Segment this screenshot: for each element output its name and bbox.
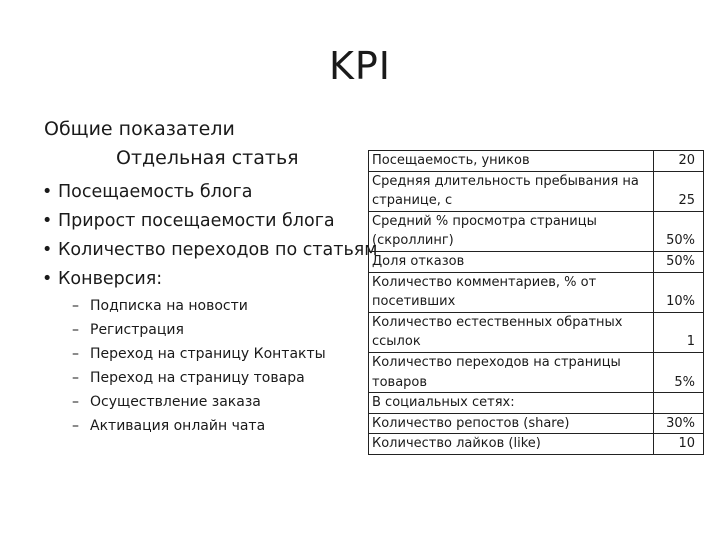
dash-marker: –: [72, 346, 79, 362]
metric-name-cell: [369, 211, 654, 251]
dash-marker: –: [72, 298, 79, 314]
sub-item-text: Активация онлайн чата: [90, 418, 266, 434]
metric-value-cell: 5%: [654, 352, 704, 392]
bullet-marker: •: [42, 182, 53, 202]
bullet-text: Количество переходов по статьям: [58, 240, 378, 260]
table-row: [369, 434, 704, 455]
bullet-marker: •: [42, 269, 53, 289]
metric-name-line: Количество переходов на страницы: [372, 354, 621, 370]
metric-name-cell: [369, 312, 654, 352]
table-row: [369, 312, 704, 352]
metric-value-cell: 1: [654, 312, 704, 352]
bullet-item: [42, 236, 378, 265]
metric-name-line: ссылок: [372, 334, 421, 350]
table-row: [369, 211, 704, 251]
metric-value-cell: 50%: [654, 251, 704, 272]
table-row: [369, 352, 704, 392]
table-row: [369, 393, 704, 414]
metric-value-cell: 50%: [654, 211, 704, 251]
metric-name-cell: [369, 352, 654, 392]
metric-value-cell: 10: [654, 434, 704, 455]
bullet-item: [42, 265, 378, 294]
metric-name-line: Средний % просмотра страницы: [372, 213, 597, 229]
table-row: [369, 171, 704, 211]
metric-name-line: Доля отказов: [372, 253, 465, 269]
metric-value-cell: 30%: [654, 413, 704, 434]
metric-name-cell: [369, 434, 654, 455]
bullet-item: [42, 207, 378, 236]
sub-item-text: Регистрация: [90, 322, 184, 338]
table-row: [369, 151, 704, 172]
bullet-marker: •: [42, 211, 53, 231]
table-row: [369, 251, 704, 272]
dash-marker: –: [72, 394, 79, 410]
metric-value-cell: 25: [654, 171, 704, 211]
sub-item: [72, 366, 326, 390]
conversion-sub-list: [72, 294, 326, 438]
metrics-bullet-list: [42, 178, 378, 294]
sub-item: [72, 390, 326, 414]
metric-name-cell: [369, 413, 654, 434]
metric-name-cell: [369, 272, 654, 312]
metric-name-cell: [369, 251, 654, 272]
metric-value-cell: 20: [654, 151, 704, 172]
sub-item-text: Подписка на новости: [90, 298, 248, 314]
metric-name-line: Количество лайков (like): [372, 436, 541, 452]
sub-item: [72, 414, 326, 438]
metric-value-cell: 10%: [654, 272, 704, 312]
sub-item: [72, 294, 326, 318]
bullet-text: Прирост посещаемости блога: [58, 211, 335, 231]
bullet-item: [42, 178, 378, 207]
bullet-text: Посещаемость блога: [58, 182, 253, 202]
table-row: [369, 272, 704, 312]
metric-name-cell: [369, 151, 654, 172]
metric-name-line: Количество репостов (share): [372, 415, 570, 431]
metric-name-line: Количество комментариев, % от: [372, 274, 597, 290]
metric-name-line: Количество естественных обратных: [372, 314, 623, 330]
metric-value-cell: [654, 393, 704, 414]
metric-name-line: Средняя длительность пребывания на: [372, 173, 639, 189]
slide-title: KPI: [328, 44, 392, 88]
section-heading: Общие показатели: [44, 118, 235, 140]
dash-marker: –: [72, 418, 79, 434]
bullet-text: Конверсия:: [58, 269, 163, 289]
dash-marker: –: [72, 370, 79, 386]
metric-name-line: товаров: [372, 374, 428, 390]
dash-marker: –: [72, 322, 79, 338]
sub-item-text: Переход на страницу Контакты: [90, 346, 326, 362]
metric-name-line: (скроллинг): [372, 233, 454, 249]
metric-name-line: Посещаемость, уников: [372, 153, 530, 168]
bullet-marker: •: [42, 240, 53, 260]
table-row: [369, 413, 704, 434]
section-subheading: Отдельная статья: [116, 147, 299, 169]
metric-name-line: посетивших: [372, 294, 456, 310]
sub-item: [72, 342, 326, 366]
sub-item-text: Осуществление заказа: [90, 394, 261, 410]
kpi-table: [368, 150, 704, 455]
metric-name-line: В социальных сетях:: [372, 395, 515, 411]
metric-name-cell: [369, 393, 654, 414]
sub-item: [72, 318, 326, 342]
metric-name-cell: [369, 171, 654, 211]
metric-name-line: странице, с: [372, 193, 453, 209]
sub-item-text: Переход на страницу товара: [90, 370, 305, 386]
